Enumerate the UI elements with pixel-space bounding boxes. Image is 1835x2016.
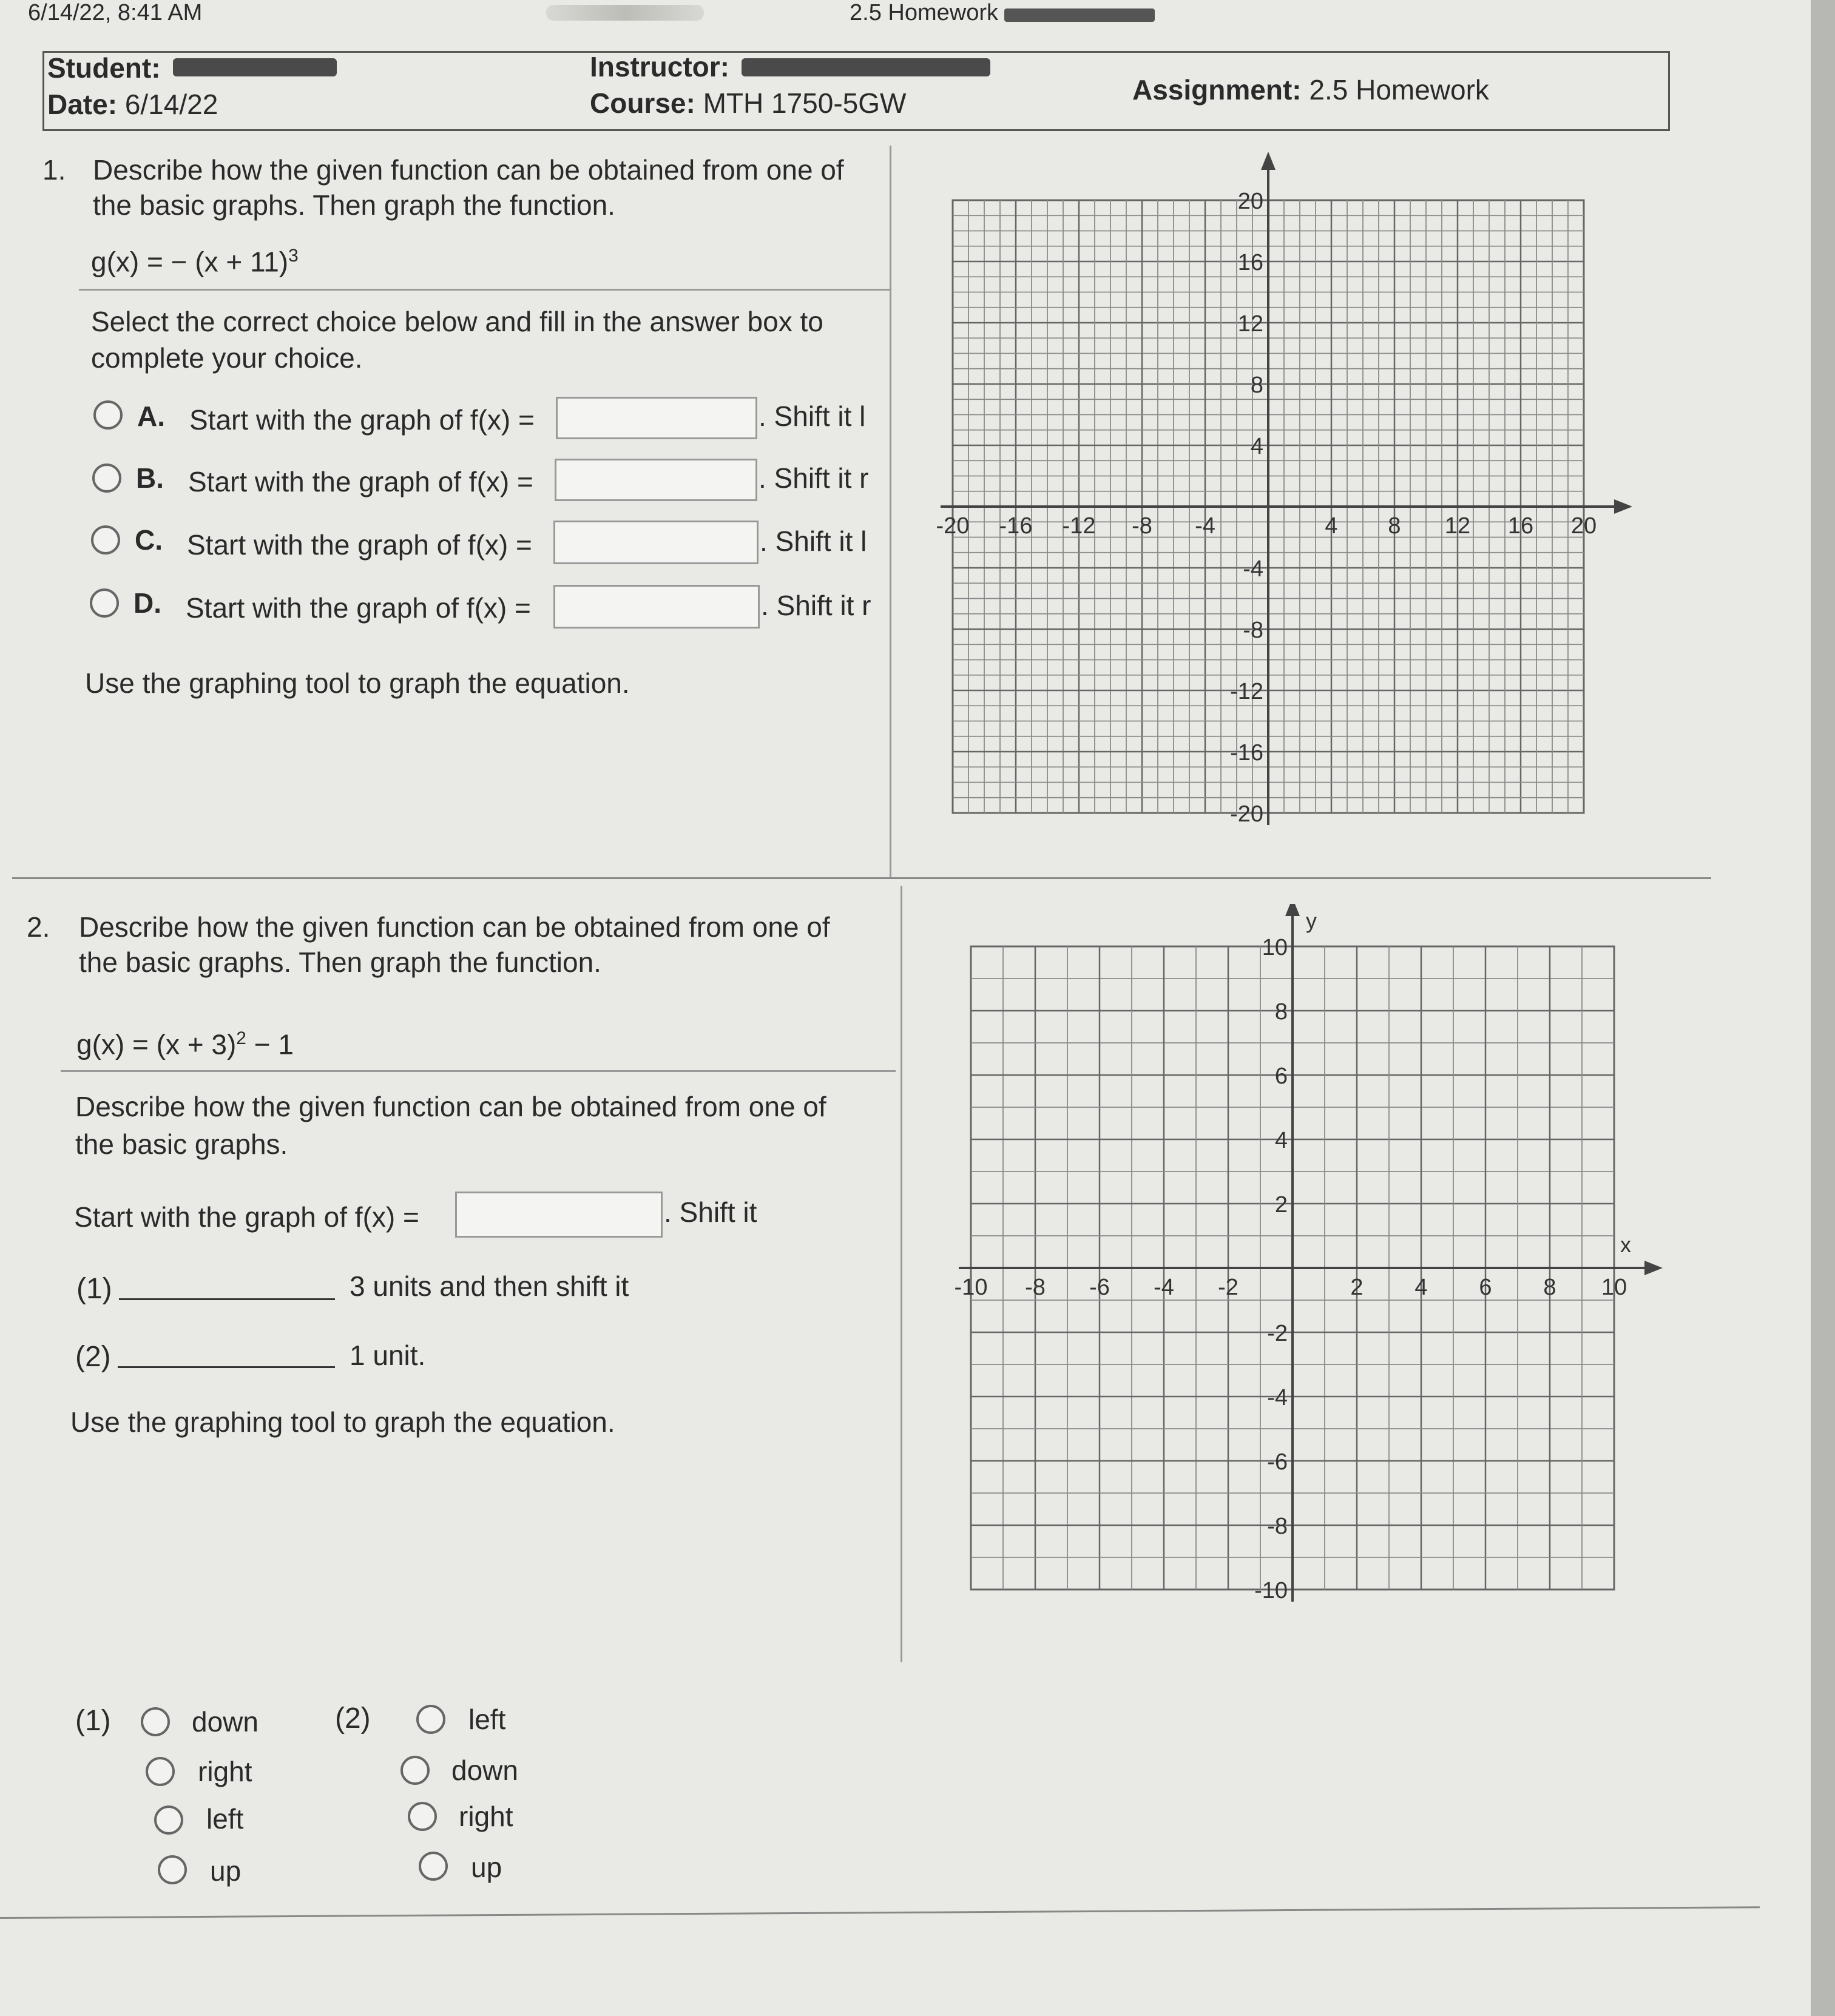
q2-prompt-line2: the basic graphs. Then graph the function. <box>79 946 601 978</box>
q2-option1-right[interactable]: right <box>198 1756 252 1787</box>
q1-choice-a-radio[interactable] <box>93 400 123 430</box>
print-doc-title: 2.5 Homework <box>850 0 998 25</box>
q2-option2-down-radio[interactable] <box>400 1756 430 1785</box>
q2-x-axis-label: x <box>1620 1232 1631 1257</box>
q1-graph-instruction: Use the graphing tool to graph the equation. <box>85 667 630 699</box>
q2-y-tick-label: 2 <box>1274 1192 1288 1218</box>
q1-axes <box>941 152 1632 825</box>
student-name-redacted <box>173 58 337 76</box>
q1-function: g(x) = − $(x + 11)^3$ <box>91 246 299 278</box>
q1-x-tick-label: 16 <box>1507 513 1534 539</box>
q2-y-tick-label: 4 <box>1274 1128 1288 1153</box>
q2-blank1-label: (1) <box>76 1273 112 1305</box>
q1-x-tick-label: 4 <box>1325 513 1338 539</box>
q2-y-tick-label: 10 <box>1262 935 1288 960</box>
q2-graph[interactable] <box>934 904 1663 1608</box>
q2-start-tail: . Shift it <box>664 1196 757 1228</box>
q2-x-tick-label: -8 <box>1025 1275 1046 1300</box>
q2-start-text: Start with the graph of f(x) = <box>74 1201 419 1233</box>
q2-x-tick-label: 4 <box>1414 1275 1428 1300</box>
q2-y-tick-label: 8 <box>1274 999 1288 1025</box>
q1-prompt-line2: the basic graphs. Then graph the function. <box>93 189 615 221</box>
q2-x-arrow <box>1644 1261 1663 1275</box>
q1-x-tick-label: 8 <box>1388 513 1401 539</box>
q1-choice-b-text: Start with the graph of f(x) = <box>188 466 533 497</box>
q2-option2-right-radio[interactable] <box>408 1802 437 1831</box>
q2-y-axis-label: y <box>1306 908 1317 933</box>
q1-number: 1. <box>42 154 66 186</box>
q1-choice-c-text: Start with the graph of f(x) = <box>187 529 532 561</box>
q1-instruction-line1: Select the correct choice below and fill in the answer box to <box>91 306 823 337</box>
q1-y-tick-label: 20 <box>1237 189 1263 214</box>
q2-x-tick-label: -4 <box>1154 1275 1174 1300</box>
q2-number: 2. <box>27 911 50 943</box>
q2-divider <box>61 1070 896 1072</box>
q2-y-tick-label: -4 <box>1267 1385 1288 1411</box>
q2-option1-right-radio[interactable] <box>146 1757 175 1786</box>
q2-axes <box>959 904 1663 1602</box>
q2-y-tick-label: -10 <box>1254 1578 1288 1603</box>
q1-choice-d-text: Start with the graph of f(x) = <box>186 592 531 624</box>
q1-x-tick-label: -8 <box>1132 513 1152 539</box>
instructor-label: Instructor: <box>590 51 729 83</box>
q1-choice-b-tail: . Shift it r <box>759 462 869 494</box>
q1-prompt-line1: Describe how the given function can be obtained from one of <box>93 154 844 186</box>
q2-start-answer-box[interactable] <box>455 1192 663 1238</box>
q2-option2-down[interactable]: down <box>451 1755 518 1786</box>
q2-graph-instruction: Use the graphing tool to graph the equation. <box>70 1406 615 1438</box>
q1-graph[interactable] <box>922 152 1651 837</box>
q2-option2-right[interactable]: right <box>459 1801 513 1832</box>
q1-choice-a-text: Start with the graph of f(x) = <box>189 404 535 436</box>
q2-blank2-line[interactable] <box>118 1366 335 1368</box>
q1-choice-a-letter: A. <box>137 400 165 432</box>
q1-choice-c-letter: C. <box>135 524 163 556</box>
q1-y-tick-label: -8 <box>1243 618 1263 643</box>
q1-y-tick-label: 8 <box>1250 373 1263 398</box>
q1-choice-a-tail: . Shift it l <box>759 400 866 432</box>
q1-choice-c-answer-box[interactable] <box>553 521 759 564</box>
course-field: Course: MTH 1750-5GW <box>590 87 907 119</box>
q2-option1-left[interactable]: left <box>206 1803 244 1835</box>
q1-y-tick-label: -16 <box>1230 740 1263 766</box>
q1-y-arrow <box>1261 152 1276 170</box>
q1-x-tick-label: -4 <box>1195 513 1215 539</box>
q1-choice-d-tail: . Shift it r <box>761 590 871 621</box>
q1-y-tick-label: -4 <box>1243 556 1263 582</box>
student-label: Student: <box>47 52 161 84</box>
instructor-name-redacted <box>742 58 990 76</box>
q2-option1-up[interactable]: up <box>210 1855 242 1887</box>
q1-instruction-line2: complete your choice. <box>91 342 363 374</box>
q1-choice-c-tail: . Shift it l <box>760 525 867 557</box>
q2-blank2-label: (2) <box>75 1341 111 1373</box>
q1-y-tick-label: 4 <box>1250 434 1263 459</box>
q2-y-tick-label: -8 <box>1267 1514 1288 1539</box>
q2-function: $g(x) = (x + 3)^2 - 1$ <box>76 1028 294 1060</box>
q1-y-tick-label: -12 <box>1230 679 1263 704</box>
q2-x-tick-label: -10 <box>954 1275 988 1300</box>
q2-option1-down-radio[interactable] <box>141 1707 170 1736</box>
q1-x-arrow <box>1614 499 1632 514</box>
q2-option2-up-radio[interactable] <box>419 1852 448 1881</box>
q1-choice-b-letter: B. <box>136 462 164 494</box>
q1-x-tick-label: 12 <box>1444 513 1471 539</box>
q2-option1-down[interactable]: down <box>192 1706 259 1738</box>
q2-option1-left-radio[interactable] <box>154 1805 183 1835</box>
q2-prompt-line1: Describe how the given function can be obtained from one of <box>79 911 830 943</box>
redaction-mark <box>1004 8 1155 22</box>
q2-y-tick-label: -2 <box>1267 1321 1288 1346</box>
q1-choice-d-letter: D. <box>133 587 161 619</box>
q2-y-tick-label: 6 <box>1274 1064 1288 1089</box>
q1-choice-b-answer-box[interactable] <box>555 459 757 501</box>
q1-x-tick-label: -12 <box>1062 513 1096 539</box>
q1-choice-d-radio[interactable] <box>90 588 119 618</box>
q2-x-tick-label: 8 <box>1543 1275 1556 1300</box>
q1-y-tick-label: -20 <box>1230 801 1263 827</box>
q1-x-tick-label: -20 <box>936 513 970 539</box>
q1-y-tick-label: 12 <box>1237 311 1263 337</box>
assignment-field: Assignment: 2.5 Homework <box>1132 74 1489 106</box>
q2-option2-left-radio[interactable] <box>416 1705 445 1734</box>
print-datetime: 6/14/22, 8:41 AM <box>28 0 203 25</box>
q1-choice-d-answer-box[interactable] <box>553 585 760 629</box>
q2-blank1-tail: 3 units and then shift it <box>350 1270 629 1302</box>
q2-options2-label: (2) <box>335 1702 371 1735</box>
q1-y-tick-label: 16 <box>1237 250 1263 275</box>
q1-choice-c-radio[interactable] <box>91 525 120 555</box>
q2-column-divider <box>901 886 902 1662</box>
q2-blank1-line[interactable] <box>119 1298 335 1300</box>
q2-y-arrow <box>1285 904 1300 916</box>
section-divider-1 <box>12 877 1711 879</box>
q2-option2-left[interactable]: left <box>468 1704 506 1735</box>
q2-x-tick-label: -2 <box>1218 1275 1239 1300</box>
q1-x-tick-label: 20 <box>1570 513 1597 539</box>
q2-instruction-line1: Describe how the given function can be obtained from one of <box>75 1091 826 1122</box>
q1-column-divider <box>890 146 891 877</box>
q2-option1-up-radio[interactable] <box>158 1855 187 1884</box>
q2-blank2-tail: 1 unit. <box>350 1340 426 1371</box>
section-divider-2 <box>0 1906 1760 1919</box>
q2-x-tick-label: -6 <box>1089 1275 1110 1300</box>
q1-divider <box>79 289 890 291</box>
q1-x-tick-label: -16 <box>999 513 1033 539</box>
q2-options1-label: (1) <box>75 1705 111 1737</box>
q2-option2-up[interactable]: up <box>471 1852 502 1883</box>
redaction-smudge <box>546 5 704 21</box>
page-edge-shadow <box>1811 0 1835 2016</box>
q1-choice-b-radio[interactable] <box>92 464 121 493</box>
q1-choice-a-answer-box[interactable] <box>556 397 757 439</box>
q2-instruction-line2: the basic graphs. <box>75 1128 288 1160</box>
q2-x-tick-label: 2 <box>1350 1275 1364 1300</box>
date-field: Date: 6/14/22 <box>47 89 218 120</box>
q2-y-tick-label: -6 <box>1267 1449 1288 1475</box>
q2-x-tick-label: 10 <box>1601 1275 1627 1300</box>
q2-x-tick-label: 6 <box>1479 1275 1492 1300</box>
